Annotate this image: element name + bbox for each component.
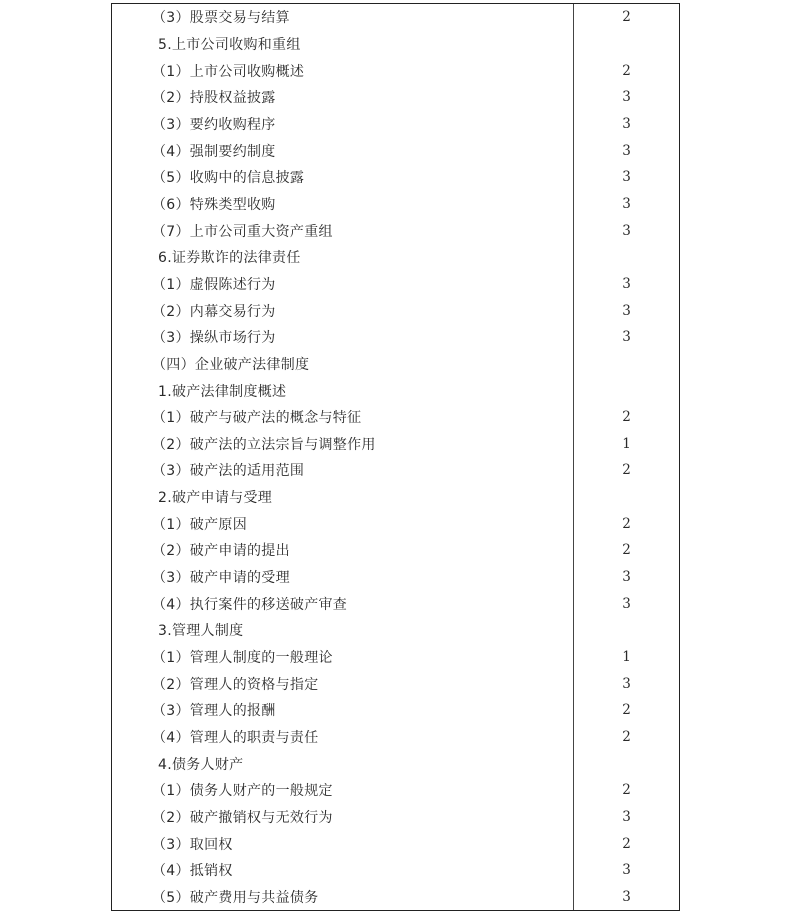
table-row xyxy=(112,351,679,378)
level-cell: 3 xyxy=(622,569,631,586)
table-row xyxy=(112,217,679,244)
level-cell xyxy=(574,377,679,404)
topic-cell: （1）虚假陈述行为 xyxy=(112,271,574,298)
level-cell: 1 xyxy=(622,649,631,666)
syllabus-table xyxy=(111,3,680,911)
level-cell: 3 xyxy=(622,862,631,879)
table-row xyxy=(112,777,679,804)
topic-cell: （2）破产撤销权与无效行为 xyxy=(112,804,574,831)
table-row xyxy=(112,431,679,458)
level-cell: 2 xyxy=(622,782,631,799)
level-cell: 3 xyxy=(622,302,631,319)
table-row xyxy=(112,857,679,884)
table-row xyxy=(112,510,679,537)
level-cell: 3 xyxy=(622,89,631,106)
level-cell: 2 xyxy=(622,702,631,719)
level-cell: 2 xyxy=(622,9,631,26)
level-cell: 1 xyxy=(622,435,631,452)
table-row xyxy=(112,884,679,911)
topic-cell: （1）破产与破产法的概念与特征 xyxy=(112,404,574,431)
topic-cell: （4）管理人的职责与责任 xyxy=(112,724,574,751)
table-row xyxy=(112,484,679,511)
topic-cell: （3）破产法的适用范围 xyxy=(112,457,574,484)
table-row xyxy=(112,31,679,58)
level-cell xyxy=(574,750,679,777)
table-row xyxy=(112,324,679,351)
table-row xyxy=(112,297,679,324)
topic-cell: （2）破产申请的提出 xyxy=(112,537,574,564)
level-cell: 2 xyxy=(622,729,631,746)
table-row xyxy=(112,457,679,484)
table-row xyxy=(112,404,679,431)
level-cell: 3 xyxy=(622,222,631,239)
table-row xyxy=(112,830,679,857)
topic-cell: （4）抵销权 xyxy=(112,857,574,884)
topic-cell: （四）企业破产法律制度 xyxy=(112,351,574,378)
table-row xyxy=(112,137,679,164)
level-cell xyxy=(574,617,679,644)
level-cell xyxy=(574,31,679,58)
level-cell xyxy=(574,244,679,271)
level-cell: 3 xyxy=(622,675,631,692)
level-cell: 3 xyxy=(622,169,631,186)
table-row xyxy=(112,537,679,564)
table-row xyxy=(112,697,679,724)
topic-cell: （1）债务人财产的一般规定 xyxy=(112,777,574,804)
level-cell: 2 xyxy=(622,542,631,559)
table-row xyxy=(112,724,679,751)
topic-cell: （2）管理人的资格与指定 xyxy=(112,670,574,697)
topic-cell: （3）取回权 xyxy=(112,830,574,857)
topic-cell: （1）上市公司收购概述 xyxy=(112,57,574,84)
table-row xyxy=(112,804,679,831)
topic-cell: 6.证券欺诈的法律责任 xyxy=(112,244,574,271)
level-cell: 2 xyxy=(622,835,631,852)
table-row xyxy=(112,377,679,404)
topic-cell: 2.破产申请与受理 xyxy=(112,484,574,511)
level-cell: 3 xyxy=(622,329,631,346)
table-row xyxy=(112,111,679,138)
topic-cell: （1）破产原因 xyxy=(112,510,574,537)
table-row xyxy=(112,244,679,271)
level-cell: 2 xyxy=(622,462,631,479)
topic-cell: 4.债务人财产 xyxy=(112,750,574,777)
level-cell: 3 xyxy=(622,275,631,292)
table-row xyxy=(112,670,679,697)
level-cell: 3 xyxy=(622,142,631,159)
level-cell: 2 xyxy=(622,409,631,426)
topic-cell: （5）破产费用与共益债务 xyxy=(112,884,574,911)
table-row xyxy=(112,4,679,31)
table-row xyxy=(112,164,679,191)
table-row xyxy=(112,617,679,644)
topic-cell: （2）破产法的立法宗旨与调整作用 xyxy=(112,431,574,458)
table-row xyxy=(112,271,679,298)
table-row xyxy=(112,57,679,84)
topic-cell: （2）内幕交易行为 xyxy=(112,297,574,324)
level-cell: 3 xyxy=(622,115,631,132)
topic-cell: （3）破产申请的受理 xyxy=(112,564,574,591)
topic-cell: （3）要约收购程序 xyxy=(112,111,574,138)
topic-cell: （5）收购中的信息披露 xyxy=(112,164,574,191)
table-row xyxy=(112,590,679,617)
level-cell xyxy=(574,484,679,511)
level-cell: 2 xyxy=(622,62,631,79)
level-cell: 3 xyxy=(622,595,631,612)
table-row xyxy=(112,84,679,111)
level-cell xyxy=(574,351,679,378)
topic-cell: 1.破产法律制度概述 xyxy=(112,377,574,404)
topic-cell: （3）操纵市场行为 xyxy=(112,324,574,351)
topic-cell: （6）特殊类型收购 xyxy=(112,191,574,218)
topic-cell: （1）管理人制度的一般理论 xyxy=(112,644,574,671)
topic-cell: （3）管理人的报酬 xyxy=(112,697,574,724)
topic-cell: （4）强制要约制度 xyxy=(112,137,574,164)
table-row xyxy=(112,191,679,218)
table-row xyxy=(112,750,679,777)
topic-cell: （3）股票交易与结算 xyxy=(112,4,574,31)
topic-cell: 3.管理人制度 xyxy=(112,617,574,644)
level-cell: 3 xyxy=(622,888,631,905)
table-row xyxy=(112,644,679,671)
level-cell: 3 xyxy=(622,809,631,826)
topic-cell: （4）执行案件的移送破产审查 xyxy=(112,590,574,617)
level-cell: 2 xyxy=(622,515,631,532)
topic-cell: 5.上市公司收购和重组 xyxy=(112,31,574,58)
topic-cell: （2）持股权益披露 xyxy=(112,84,574,111)
level-cell: 3 xyxy=(622,195,631,212)
table-row xyxy=(112,564,679,591)
topic-cell: （7）上市公司重大资产重组 xyxy=(112,217,574,244)
